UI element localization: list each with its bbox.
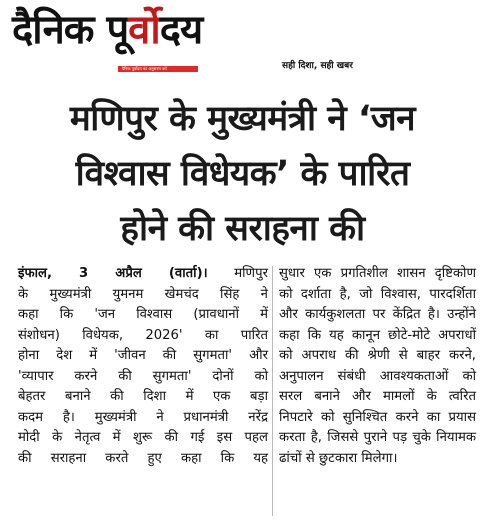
article-dateline: इंफाल, 3 अप्रैल (वार्ता)। <box>18 266 208 281</box>
article-column-left <box>18 264 268 469</box>
article-line: कहा कि यह कानून छोटे-मोटे अपराधों <box>279 327 476 343</box>
article-line: 'व्यापार करने की सुगमता' दोनों को <box>18 368 268 384</box>
article-line: मोदी के नेतृत्व में शुरू की गई इस पहल <box>18 430 268 445</box>
article-line: को दर्शाता है, जो विश्वास, पारदर्शिता <box>279 286 476 302</box>
article-line: को अपराध की श्रेणी से बाहर करने, <box>279 348 476 363</box>
column-divider <box>272 266 273 516</box>
headline-line-1: मणिपुर के मुख्यमंत्री ने ‘जन <box>69 99 416 139</box>
article-line: निपटारे को सुनिश्चित करने का प्रयास <box>279 409 476 425</box>
article-line: सुधार एक प्रगतिशील शासन दृष्टिकोण <box>279 266 476 281</box>
logo-red-bar-text: दैनिक पूर्वोदय का अनुसरण करें <box>122 66 167 71</box>
headline-line-2: विश्वास विधेयक’ के पारित <box>75 154 410 194</box>
article-line: के मुख्यमंत्री युमनम खेमचंद सिंह ने <box>18 286 268 302</box>
masthead <box>0 0 485 86</box>
logo-text-accent: र्वो <box>128 7 160 53</box>
article-line: और कार्यकुशलता पर केंद्रित है। उन्होंने <box>279 307 476 322</box>
logo-text-1: दैनिक पू <box>12 7 129 53</box>
article-line: की सराहना करते हुए कहा कि यह <box>18 450 268 466</box>
article-line: कहा कि 'जन विश्वास (प्रावधानों में <box>18 307 268 322</box>
article-column-right <box>279 264 476 469</box>
article-line: संशोधन) विधेयक, 2026' का पारित <box>18 327 268 343</box>
article-line: कदम है। मुख्यमंत्री ने प्रधानमंत्री नरेंद्र <box>18 409 268 425</box>
article-line: ढांचों से छुटकारा मिलेगा। <box>279 450 398 466</box>
article-headline <box>0 92 485 257</box>
article-line: अनुपालन संबंधी आवश्यकताओं को <box>279 368 476 384</box>
article-line: सरल बनाने और मामलों के त्वरित <box>279 389 476 404</box>
article-line: होना देश में 'जीवन की सुगमता' और <box>18 348 268 363</box>
newspaper-logo <box>12 6 202 54</box>
logo-text-3: दय <box>159 7 203 53</box>
logo-tagline: सही दिशा, सही खबर <box>282 61 353 71</box>
article-line: करता है, जिससे पुराने पड़ चुके नियामक <box>279 430 476 445</box>
headline-line-3: होने की सराहना की <box>120 209 365 249</box>
article-line: मणिपुर <box>234 266 268 281</box>
article-line: बेहतर बनाने की दिशा में एक बड़ा <box>18 389 268 404</box>
